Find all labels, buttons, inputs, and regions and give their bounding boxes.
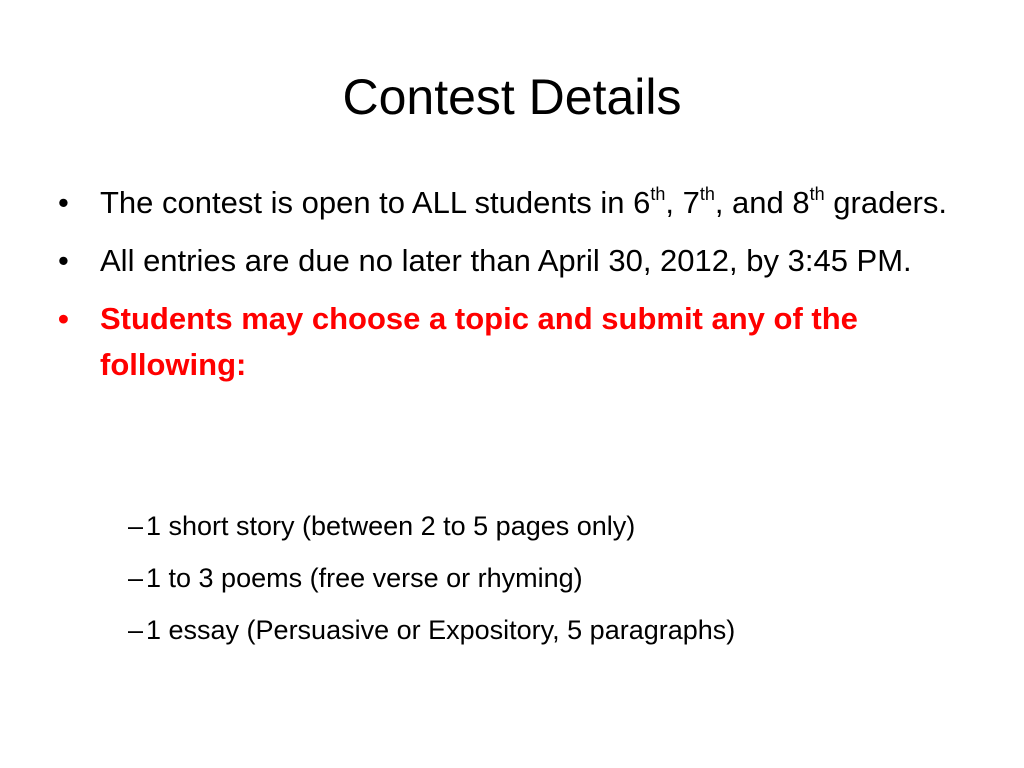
bullet-eligibility — [58, 180, 978, 226]
bullet-submission-options-text: Students may choose a topic and submit any of the following: — [100, 301, 858, 382]
sub-item-text: 1 essay (Persuasive or Expository, 5 paragraphs) — [146, 615, 736, 645]
bullet-deadline-text: All entries are due no later than April 30, 2012, by 3:45 PM. — [100, 243, 912, 278]
bullet-list — [58, 180, 978, 400]
bullet-dot-icon: • — [58, 185, 69, 220]
ordinal-suffix: th — [699, 183, 715, 204]
bullet-eligibility-text-2: , 7 — [665, 185, 700, 220]
bullet-eligibility-text-4: graders. — [824, 185, 947, 220]
slide-title: Contest Details — [342, 69, 682, 125]
sub-item-poems — [128, 559, 988, 597]
bullet-eligibility-text-3: , and 8 — [714, 185, 810, 220]
dash-icon: – — [128, 615, 144, 645]
sub-item-essay — [128, 611, 988, 649]
sub-item-text: 1 short story (between 2 to 5 pages only) — [146, 511, 636, 541]
dash-icon: – — [128, 511, 144, 541]
ordinal-suffix: th — [809, 183, 825, 204]
bullet-eligibility-text-1: The contest is open to ALL students in 6 — [100, 185, 651, 220]
bullet-submission-options — [58, 296, 978, 388]
submission-types-list — [128, 507, 988, 663]
bullet-deadline — [58, 238, 978, 284]
sub-item-text: 1 to 3 poems (free verse or rhyming) — [146, 563, 583, 593]
bullet-dot-icon: • — [58, 301, 69, 336]
sub-item-short-story — [128, 507, 988, 545]
ordinal-suffix: th — [650, 183, 666, 204]
bullet-dot-icon: • — [58, 243, 69, 278]
dash-icon: – — [128, 563, 144, 593]
